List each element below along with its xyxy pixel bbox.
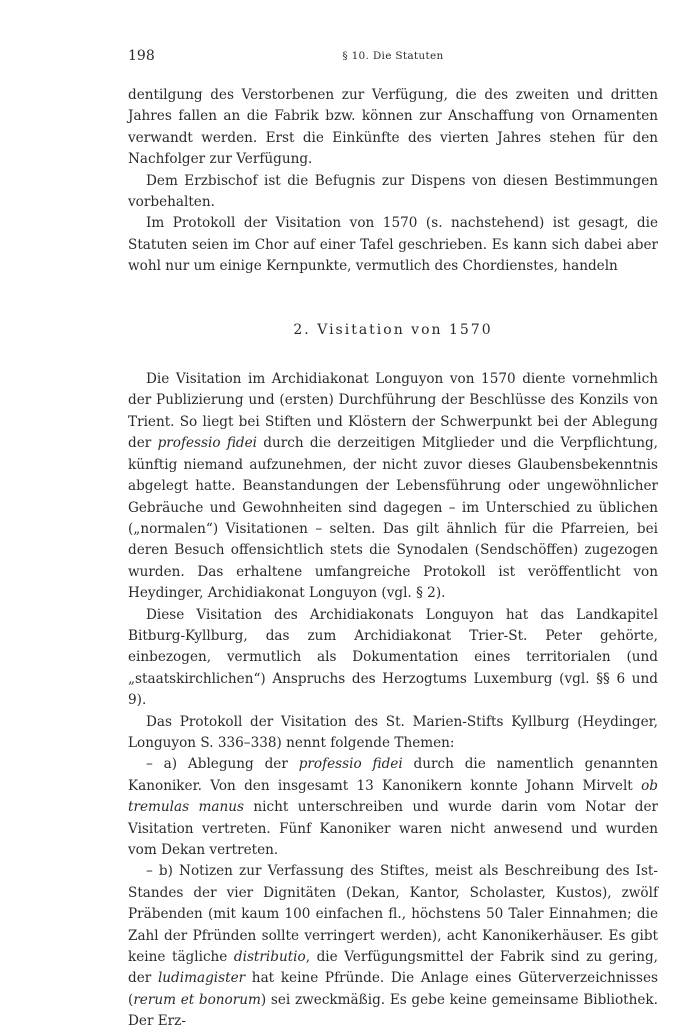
paragraph <box>128 369 658 604</box>
paragraph <box>128 754 658 861</box>
text-run: durch die namentlich genannten Kanoniker. Von den insgesamt 13 Kanonikern konnte Johann Mirvelt <box>128 756 658 794</box>
italic-term: professio fidei <box>157 435 257 452</box>
running-head: § 10. Die Statuten <box>342 50 444 62</box>
text-run: , die Verfügungsmittel der Fabrik sind zu gering, der <box>128 949 658 987</box>
text-run: – b) Notizen zur Verfassung des Stiftes, meist als Beschreibung des Ist-Standes der vier Dignitäten (Dekan, Kantor, Scholaster, Kustos), zwölf Präbenden (mit kaum 100 einfachen fl., höchstens 50 Taler Einnahmen; die Zahl der Pfründen sollte verringert werden), acht Kanonikerhäuser. Es gibt keine tägliche <box>128 863 658 966</box>
text-run: durch die derzeitigen Mitglieder und die Verpflichtung, künftig niemand aufzunehmen, der nicht zuvor dieses Glaubensbekenntnis abgelegt hatte. Beanstandungen der Lebensführung oder ungewöhnlicher Gebräuche und Gewohnheiten sind dagegen – im Unterschied zu üblichen („normalen“) Visitationen – selten. Das gilt ähnlich für die Pfarreien, bei deren Besuch offensichtlich stets die Synodalen (Sendschöffen) zugezogen wurden. Das erhaltene umfangreiche Protokoll ist veröffentlicht von Heydinger, Archidiakonat Longuyon (vgl. § 2). <box>128 435 658 602</box>
italic-term: rerum et bonorum <box>133 991 261 1008</box>
section-heading: 2. Visitation von 1570 <box>293 321 493 338</box>
italic-term: distributio <box>233 949 306 966</box>
paragraph <box>128 861 658 1032</box>
italic-term: ludimagister <box>157 970 246 987</box>
text-run: nicht unterschreiben und wurde darin vom Notar der Visitation vertreten. Fünf Kanoniker waren nicht anwesend und wurden vom Dekan vertreten. <box>128 799 658 858</box>
paragraph: Diese Visitation des Archidiakonats Longuyon hat das Landkapitel Bitburg-Kyllburg, das zum Archidiakonat Trier-St. Peter gehörte, einbezogen, vermutlich als Dokumentation eines territorialen (und „staatskirchlichen“) Anspruchs des Herzogtums Luxemburg (vgl. §§ 6 und 9). <box>128 606 658 709</box>
page-body <box>128 85 658 1033</box>
page-header <box>128 48 658 68</box>
text-run: Die Visitation im Archidiakonat Longuyon von 1570 diente vornehmlich der Publizierung und (ersten) Durchführung der Beschlüsse des Konzils von Trient. So liegt bei Stiften und Klöstern der Schwerpunkt bei der Ablegung der <box>128 371 658 452</box>
text-run: ) sei zweckmäßig. Es gebe keine gemeinsame Bibliothek. Der Erz- <box>128 991 658 1030</box>
page-number: 198 <box>128 48 155 64</box>
paragraph: Im Protokoll der Visitation von 1570 (s. nachstehend) ist gesagt, die Statuten seien im Chor auf einer Tafel geschrieben. Es kann sich dabei aber wohl nur um einige Kernpunkte, vermutlich des Chordienstes, handeln <box>128 215 658 275</box>
italic-term: ob tremulas manus <box>128 777 658 816</box>
paragraph: Dem Erzbischof ist die Befugnis zur Dispens von diesen Bestimmungen vorbehalten. <box>128 172 658 211</box>
text-run: hat keine Pfründe. Die Anlage eines Güterverzeichnisses ( <box>128 970 658 1008</box>
paragraph: dentilgung des Verstorbenen zur Verfügung, die des zweiten und dritten Jahres fallen an die Fabrik bzw. können zur Anschaffung von Ornamenten verwandt werden. Erst die Einkünfte des vierten Jahres stehen für den Nachfolger zur Verfügung. <box>128 87 658 168</box>
text-run: – a) Ablegung der <box>146 756 299 773</box>
italic-term: professio fidei <box>298 756 403 773</box>
paragraph: Das Protokoll der Visitation des St. Marien-Stifts Kyllburg (Heydinger, Longuyon S. 336–338) nennt folgende Themen: <box>128 713 658 751</box>
